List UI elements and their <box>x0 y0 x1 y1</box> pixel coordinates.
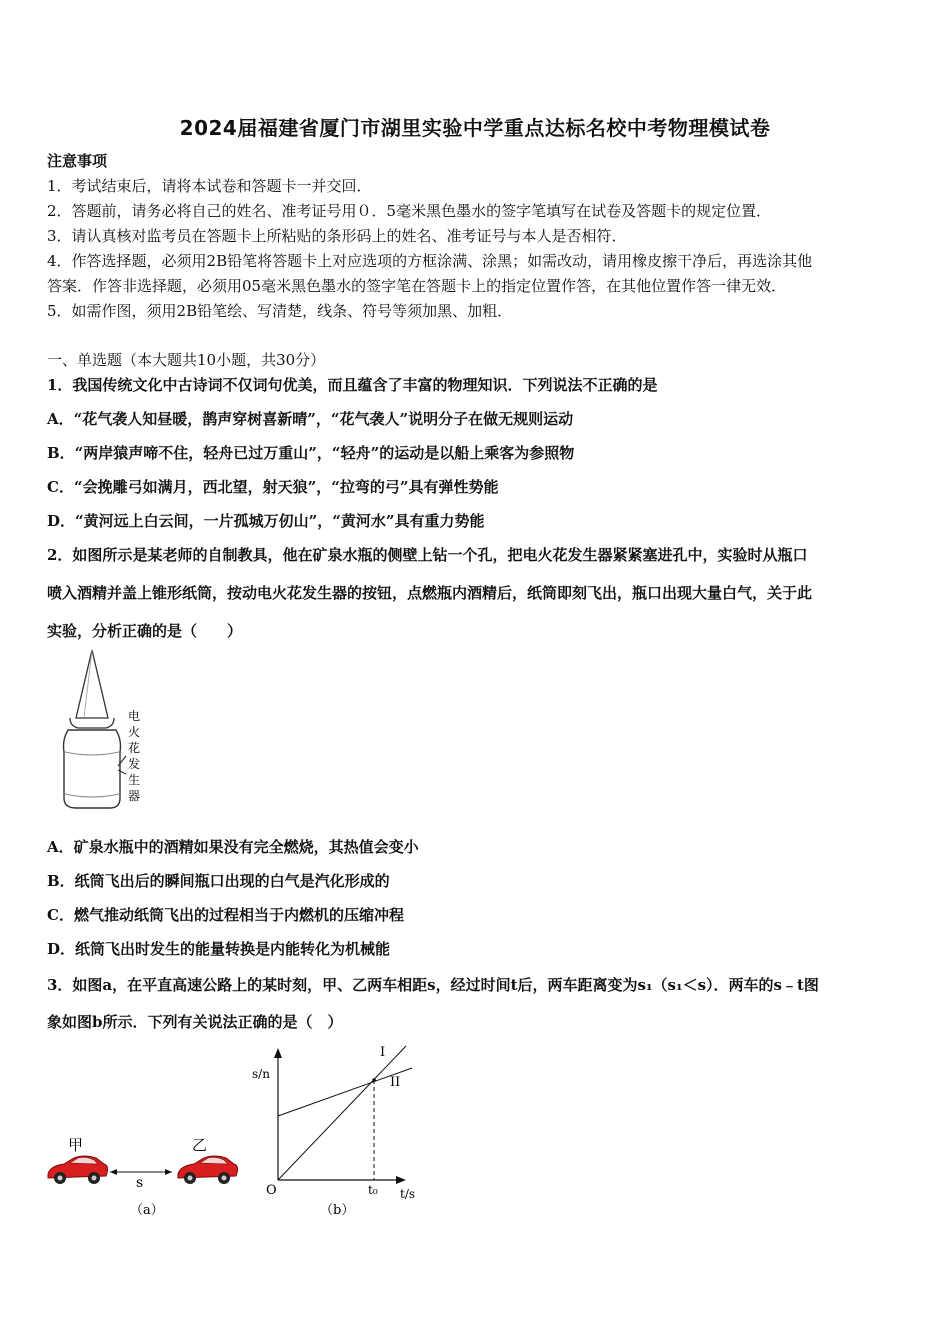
notice-item: 5．如需作图，须用2B铅笔绘、写清楚，线条、符号等须加黑、加粗． <box>47 302 513 320</box>
question-2-stem-line: 实验，分析正确的是（ ） <box>47 622 243 640</box>
question-3-stem-line: 象如图b所示．下列有关说法正确的是（ ） <box>47 1013 343 1031</box>
car-label-jia: 甲 <box>68 1136 84 1154</box>
bottle-diagram <box>56 648 146 816</box>
line-II-label: II <box>390 1075 401 1090</box>
question-2-option-a: A．矿泉水瓶中的酒精如果没有完全燃烧，其热值会变小 <box>47 838 419 856</box>
car-label-yi: 乙 <box>192 1136 208 1154</box>
bottle-figure <box>56 648 146 816</box>
y-axis-label: s/n <box>252 1067 270 1081</box>
page-title: 2024届福建省厦门市湖里实验中学重点达标名校中考物理模试卷 <box>179 116 771 140</box>
notice-heading: 注意事项 <box>47 152 108 170</box>
section-heading: 一、单选题（本大题共10小题，共30分） <box>47 351 326 369</box>
question-1-option-b: B．“两岸猿声啼不住，轻舟已过万重山”，“轻舟”的运动是以船上乘客为参照物 <box>47 444 575 462</box>
x-axis-label: t/s <box>400 1187 416 1201</box>
line-I-label: I <box>380 1045 386 1060</box>
car-icon-jia <box>48 1156 108 1184</box>
figure-a <box>44 1130 244 1220</box>
question-1-option-c: C．“会挽雕弓如满月，西北望，射天狼”，“拉弯的弓”具有弹性势能 <box>47 478 499 496</box>
notice-item: 2．答题前，请务必将自己的姓名、准考证号用０．5毫米黑色墨水的签字笔填写在试卷及答题卡的规定位置． <box>47 202 772 220</box>
figure-label-char: 花 <box>128 741 141 755</box>
question-1-option-a: A．“花气袭人知昼暖，鹊声穿树喜新晴”，“花气袭人”说明分子在做无规则运动 <box>47 410 574 428</box>
car-icon-yi <box>178 1156 238 1184</box>
notice-item: 答案．作答非选择题，必须用05毫米黑色墨水的签字笔在答题卡上的指定位置作答，在其他位置作答一律无效． <box>47 277 787 295</box>
bottle-body <box>64 730 121 808</box>
question-1-stem: 1．我国传统文化中古诗词不仅词句优美，而且蕴含了丰富的物理知识．下列说法不正确的是 <box>47 376 658 394</box>
figure-b-caption: （b） <box>320 1203 355 1218</box>
distance-label: s <box>136 1175 144 1191</box>
figure-label-char: 火 <box>128 725 141 739</box>
line-I <box>278 1046 406 1180</box>
origin-label: O <box>266 1183 277 1198</box>
figure-b <box>240 1040 430 1222</box>
question-3-stem-line: 3．如图a，在平直高速公路上的某时刻，甲、乙两车相距s，经过时间t后，两车距离变为s₁（s₁＜s）．两车的s﹣t图 <box>47 976 819 994</box>
paper-cone <box>76 650 108 718</box>
question-2-option-b: B．纸筒飞出后的瞬间瓶口出现的白气是汽化形成的 <box>47 872 390 890</box>
figure-label-char: 器 <box>128 789 141 803</box>
figure-label-char: 发 <box>128 757 141 771</box>
t0-label: t₀ <box>368 1183 378 1197</box>
figure-a-caption: （a） <box>130 1203 164 1218</box>
question-1-option-d: D．“黄河远上白云间，一片孤城万仞山”，“黄河水”具有重力势能 <box>47 512 485 530</box>
question-2-option-c: C．燃气推动纸筒飞出的过程相当于内燃机的压缩冲程 <box>47 906 404 924</box>
question-2-stem-line: 喷入酒精并盖上锥形纸筒，按动电火花发生器的按钮，点燃瓶内酒精后，纸筒即刻飞出，瓶口出现大量白气，关于此 <box>47 584 813 602</box>
question-2-stem-line: 2．如图所示是某老师的自制教具，他在矿泉水瓶的侧壁上钻一个孔，把电火花发生器紧紧塞进孔中，实验时从瓶口 <box>47 546 808 564</box>
question-2-option-d: D．纸筒飞出时发生的能量转换是内能转化为机械能 <box>47 940 391 958</box>
figure-label-char: 生 <box>128 773 141 787</box>
figure-label-char: 电 <box>128 709 141 723</box>
notice-item: 4．作答选择题，必须用2B铅笔将答题卡上对应选项的方框涂满、涂黑；如需改动，请用橡皮擦干净后，再选涂其他 <box>47 252 813 270</box>
notice-item: 1．考试结束后，请将本试卷和答题卡一并交回． <box>47 177 372 195</box>
notice-item: 3．请认真核对监考员在答题卡上所粘贴的条形码上的姓名、准考证号与本人是否相符． <box>47 227 627 245</box>
